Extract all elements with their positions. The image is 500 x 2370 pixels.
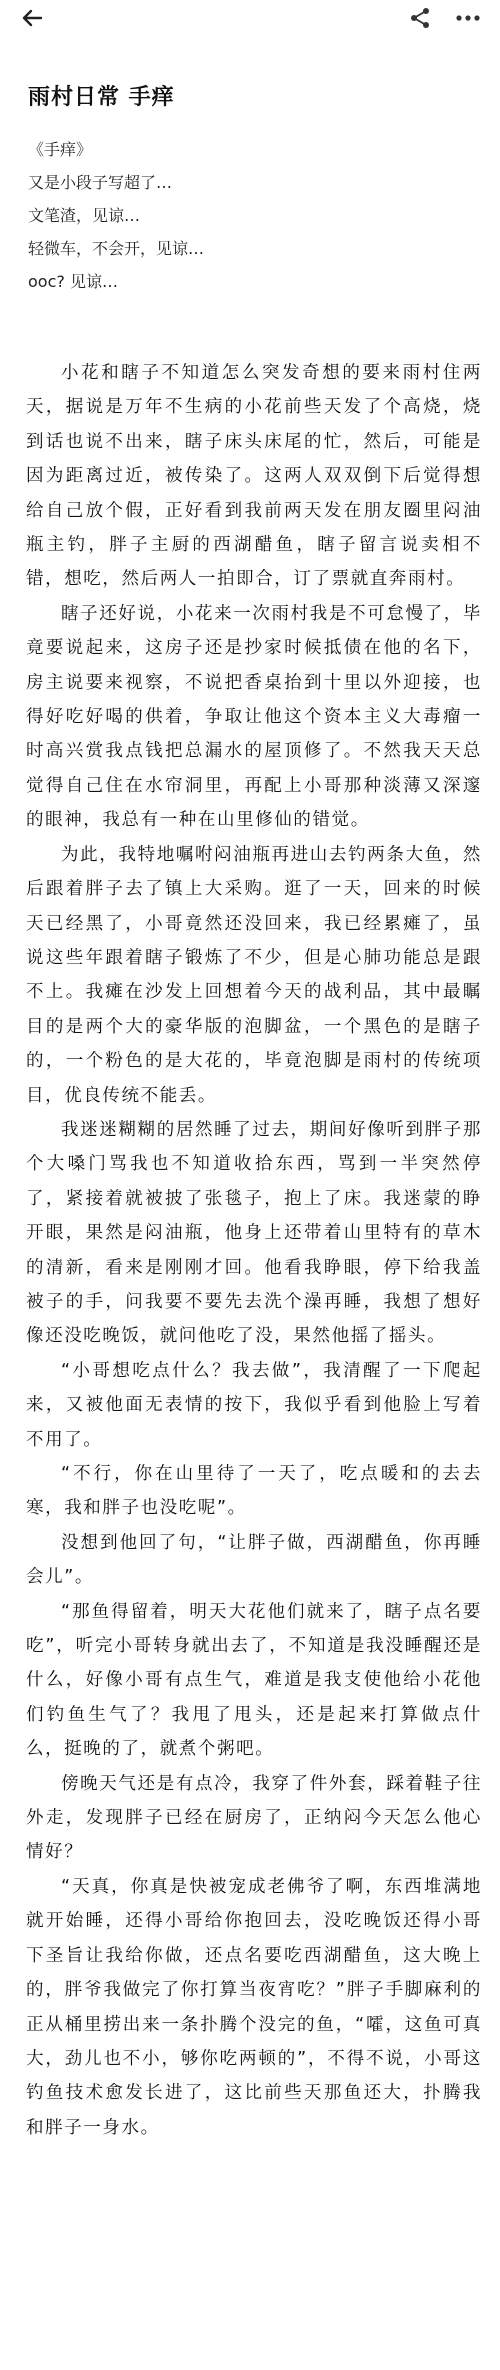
- paragraph: “那鱼得留着，明天大花他们就来了，瞎子点名要吃”，听完小哥转身就出去了，不知道是我没睡醒还是什么，好像小哥有点生气，难道是我支使他给小花他们钓鱼生气了？我甩了甩头，还是起来打算做点什么，挺晚的了，就煮个粥吧。: [26, 1601, 482, 1760]
- arrow-left-icon[interactable]: [18, 4, 46, 32]
- paragraph: 没想到他回了句，“让胖子做，西湖醋鱼，你再睡会儿”。: [26, 1532, 482, 1588]
- paragraph: 为此，我特地嘱咐闷油瓶再进山去钓两条大鱼，然后跟着胖子去了镇上大采购。逛了一天，回来的时候天已经黑了，小哥竟然还没回来，我已经累瘫了，虽说这些年跟着瞎子锻炼了不少，但是心肺功能总是跟不上。我瘫在沙发上回想着今天的战利品，其中最瞩目的是两个大的豪华版的泡脚盆，一个黑色的是瞎子的，一个粉色的是大花的，毕竟泡脚是雨村的传统项目，优良传统不能丢。: [26, 844, 482, 1106]
- paragraph: 我迷迷糊糊的居然睡了过去，期间好像听到胖子那个大嗓门骂我也不知道收拾东西，骂到一半突然停了，紧接着就被披了张毯子，抱上了床。我迷蒙的睁开眼，果然是闷油瓶，他身上还带着山里特有的草木的清新，看来是刚刚才回。他看我睁眼，停下给我盖被子的手，问我要不要先去洗个澡再睡，我想了想好像还没吃晚饭，就问他吃了没，果然他摇了摇头。: [26, 1119, 482, 1347]
- intro-line: ooc? 见谅…: [28, 272, 118, 291]
- article-title: 雨村日常 手痒: [28, 85, 175, 110]
- paragraph: 小花和瞎子不知道怎么突发奇想的要来雨村住两天，据说是万年不生病的小花前些天发了个高烧，烧到话也说不出来，瞎子床头床尾的忙，然后，可能是因为距离过近，被传染了。这两人双双倒下后觉得想给自己放个假，正好看到我前两天发在朋友圈里闷油瓶主钓，胖子主厨的西湖醋鱼，瞎子留言说卖相不错，想吃，然后两人一拍即合，订了票就直奔雨村。: [26, 363, 482, 590]
- intro-line: 文笔渣，见谅…: [28, 206, 141, 225]
- intro-line: 轻微车，不会开，见谅…: [28, 239, 205, 258]
- paragraph: 瞎子还好说，小花来一次雨村我是不可怠慢了，毕竟要说起来，这房子还是抄家时候抵债在他的名下，房主说要来视察，不说把香桌抬到十里以外迎接，也得好吃好喝的供着，争取让他这个资本主义大毒瘤一时高兴赏我点钱把总漏水的屋顶修了。不然我天天总觉得自己住在水帘洞里，再配上小哥那种淡薄又深邃的眼神，我总有一种在山里修仙的错觉。: [26, 603, 482, 831]
- top-bar: [0, 0, 500, 36]
- intro-line: 《手痒》: [28, 140, 93, 159]
- paragraph: “不行，你在山里待了一天了，吃点暖和的去去寒，我和胖子也没吃呢”。: [26, 1464, 482, 1519]
- article-body: [26, 356, 482, 2145]
- more-horizontal-icon[interactable]: [454, 4, 482, 32]
- article-intro: [28, 133, 500, 298]
- share-icon[interactable]: [406, 4, 434, 32]
- paragraph: “小哥想吃点什么？我去做”，我清醒了一下爬起来，又被他面无表情的按下，我似乎看到他脸上写着不用了。: [26, 1360, 482, 1450]
- paragraph: 傍晚天气还是有点冷，我穿了件外套，踩着鞋子往外走，发现胖子已经在厨房了，正纳闷今天怎么他心情好？: [26, 1773, 482, 1863]
- intro-line: 又是小段子写超了…: [28, 173, 173, 192]
- paragraph: “天真，你真是快被宠成老佛爷了啊，东西堆满地就开始睡，还得小哥给你抱回去，没吃晚饭还得小哥下圣旨让我给你做，还点名要吃西湖醋鱼，这大晚上的，胖爷我做完了你打算当夜宵吃？”胖子手脚麻利的正从桶里捞出来一条扑腾个没完的鱼，“嚯，这鱼可真大，劲儿也不小，够你吃两顿的”，不得不说，小哥这钓鱼技术愈发长进了，这比前些天那鱼还大，扑腾我和胖子一身水。: [26, 1876, 482, 2138]
